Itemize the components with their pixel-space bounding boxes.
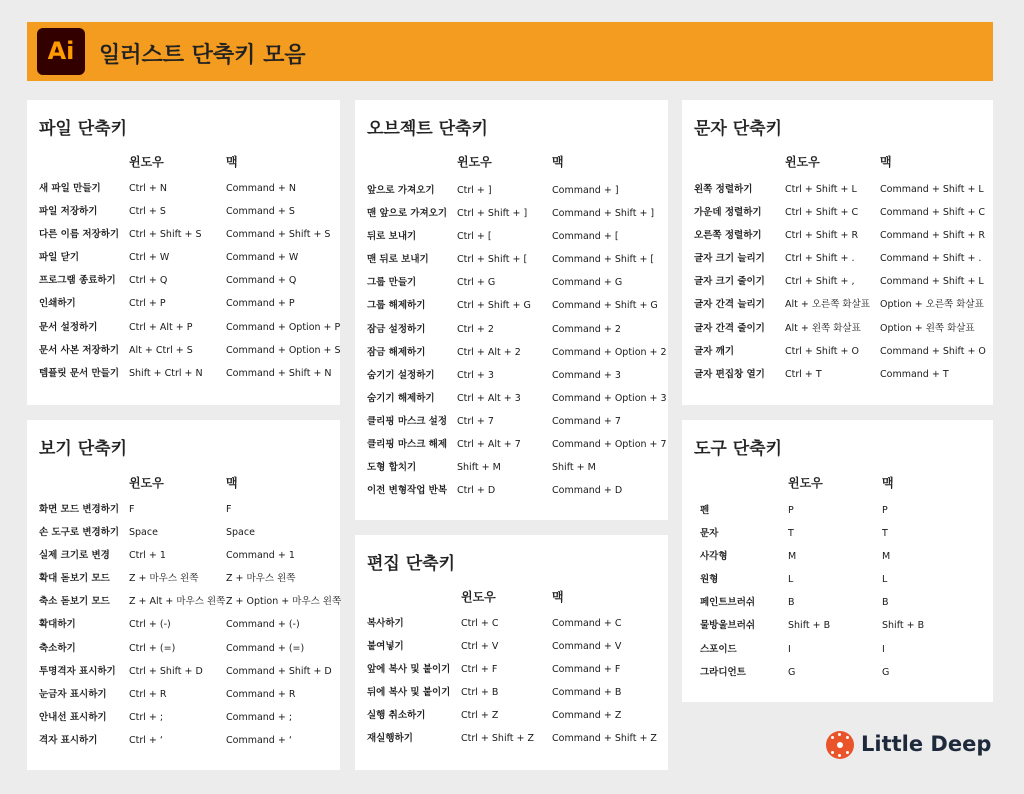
action-label: 축소 돋보기 모드 xyxy=(39,596,110,608)
shortcut-row xyxy=(682,178,993,201)
windows-shortcut: P xyxy=(788,505,794,516)
windows-shortcut: Ctrl + Shift + [ xyxy=(457,254,528,266)
action-label: 맨 앞으로 가져오기 xyxy=(367,208,448,220)
shortcut-row xyxy=(27,567,340,590)
action-label: 재실행하기 xyxy=(367,733,413,745)
action-label: 이전 변형작업 반복 xyxy=(367,485,448,497)
action-label: 축소하기 xyxy=(39,642,76,654)
action-label: 잠금 설정하기 xyxy=(367,323,426,335)
action-label: 잠금 해제하기 xyxy=(367,346,426,358)
mac-shortcut: Command + Z xyxy=(552,710,622,722)
windows-shortcut: Ctrl + ] xyxy=(457,185,492,196)
shortcut-row xyxy=(355,456,668,479)
windows-shortcut: Ctrl + Shift + ] xyxy=(457,208,528,220)
windows-shortcut: Ctrl + B xyxy=(461,687,499,699)
card-title: 오브젝트 단축키 xyxy=(367,119,488,139)
card-title: 편집 단축키 xyxy=(367,554,456,574)
action-label: 앞에 복사 및 붙이기 xyxy=(367,664,451,676)
shortcut-row xyxy=(27,362,340,385)
shortcut-row xyxy=(27,223,340,246)
mac-shortcut: Command + P xyxy=(226,298,295,310)
action-label: 투명격자 표시하기 xyxy=(39,665,116,677)
mac-shortcut: Option + 왼쪽 화살표 xyxy=(880,322,975,334)
shortcut-row xyxy=(355,364,668,387)
shortcut-row xyxy=(682,545,993,568)
windows-shortcut: Ctrl + Alt + 3 xyxy=(457,392,521,404)
action-label: 맨 뒤로 보내기 xyxy=(367,254,429,266)
windows-shortcut: Ctrl + [ xyxy=(457,231,492,243)
shortcut-row xyxy=(355,202,668,225)
mac-shortcut: Command + Option + S xyxy=(226,344,341,356)
shortcut-row xyxy=(355,727,668,750)
windows-shortcut: Ctrl + T xyxy=(785,368,822,380)
windows-shortcut: Ctrl + Shift + C xyxy=(785,207,859,219)
action-label: 화면 모드 변경하기 xyxy=(39,504,120,515)
shortcut-row xyxy=(27,590,340,613)
shortcut-row xyxy=(27,292,340,315)
mac-shortcut: Command + F xyxy=(552,664,621,676)
mac-shortcut: Command + (=) xyxy=(226,642,305,654)
shortcut-row xyxy=(682,247,993,270)
shortcut-row xyxy=(682,614,993,637)
action-label: 인쇄하기 xyxy=(39,298,76,310)
mac-shortcut: Command + Option + 2 xyxy=(552,346,667,358)
windows-shortcut: Ctrl + S xyxy=(129,206,166,218)
card-text xyxy=(682,100,993,405)
mac-shortcut: Shift + B xyxy=(882,620,925,632)
action-label: 다른 이름 저장하기 xyxy=(39,229,120,241)
action-label: 실제 크기로 변경 xyxy=(39,550,110,562)
shortcut-row xyxy=(682,499,993,522)
mac-shortcut: Command + 1 xyxy=(226,550,295,562)
shortcut-row xyxy=(27,339,340,362)
mac-shortcut: Command + Shift + O xyxy=(880,345,986,357)
shortcut-row xyxy=(27,246,340,269)
shortcut-row xyxy=(682,591,993,614)
shortcut-row xyxy=(682,522,993,545)
action-label: 문서 사본 저장하기 xyxy=(39,344,120,356)
mac-shortcut: Command + Shift + R xyxy=(880,230,986,242)
shortcut-row xyxy=(355,658,668,681)
shortcut-list xyxy=(355,612,668,751)
action-label: 뒤에 복사 및 붙이기 xyxy=(367,687,451,699)
mac-shortcut: Command + Shift + G xyxy=(552,300,658,312)
shortcut-list xyxy=(682,178,993,386)
windows-shortcut: Alt + Ctrl + S xyxy=(129,344,193,356)
shortcut-row xyxy=(355,271,668,294)
col-windows-header: 윈도우 xyxy=(457,155,492,169)
windows-shortcut: Shift + M xyxy=(457,462,501,474)
windows-shortcut: Shift + B xyxy=(788,620,831,632)
brand-name: Little Deep xyxy=(861,732,992,756)
card-title: 보기 단축키 xyxy=(39,439,128,459)
mac-shortcut: Command + Q xyxy=(226,275,297,287)
windows-shortcut: Ctrl + G xyxy=(457,277,496,289)
card-file xyxy=(27,100,340,405)
windows-shortcut: Ctrl + Z xyxy=(461,710,499,722)
card-object xyxy=(355,100,668,520)
windows-shortcut: I xyxy=(788,643,791,655)
shortcut-row xyxy=(27,269,340,292)
card-title: 도구 단축키 xyxy=(694,439,783,459)
windows-shortcut: Ctrl + Shift + Z xyxy=(461,733,535,745)
mac-shortcut: Command + T xyxy=(880,368,949,380)
action-label: 도형 합치기 xyxy=(367,462,417,474)
action-label: 파일 저장하기 xyxy=(39,206,98,218)
shortcut-row xyxy=(355,479,668,502)
action-label: 복사하기 xyxy=(367,618,404,629)
mac-shortcut: Shift + M xyxy=(552,462,596,474)
action-label: 왼쪽 정렬하기 xyxy=(694,184,753,195)
mac-shortcut: G xyxy=(882,666,890,678)
shortcut-row xyxy=(682,363,993,386)
shortcut-row xyxy=(27,660,340,683)
col-windows-header: 윈도우 xyxy=(461,590,496,604)
mac-shortcut: Command + W xyxy=(226,252,299,264)
action-label: 문자 xyxy=(700,528,719,540)
shortcut-row xyxy=(355,635,668,658)
shortcut-row xyxy=(355,681,668,704)
col-mac-header: 맥 xyxy=(882,476,894,490)
shortcut-row xyxy=(682,201,993,224)
mac-shortcut: Command + Option + 7 xyxy=(552,439,667,451)
mac-shortcut: Command + Option + 3 xyxy=(552,392,667,404)
col-mac-header: 맥 xyxy=(226,155,238,169)
windows-shortcut: Ctrl + 2 xyxy=(457,323,494,335)
mac-shortcut: Command + N xyxy=(226,183,296,194)
mac-shortcut: Command + Shift + L xyxy=(880,276,984,288)
mac-shortcut: Command + Shift + Z xyxy=(552,733,657,745)
windows-shortcut: Ctrl + C xyxy=(461,618,499,629)
windows-shortcut: Ctrl + R xyxy=(129,688,167,700)
windows-shortcut: Ctrl + Alt + P xyxy=(129,321,193,333)
windows-shortcut: Ctrl + W xyxy=(129,252,170,264)
card-title: 파일 단축키 xyxy=(39,119,128,139)
windows-shortcut: B xyxy=(788,597,795,609)
shortcut-row xyxy=(682,568,993,591)
shortcut-row xyxy=(355,294,668,317)
shortcut-row xyxy=(682,340,993,363)
col-mac-header: 맥 xyxy=(226,476,238,490)
action-label: 격자 표시하기 xyxy=(39,734,98,746)
shortcut-row xyxy=(355,318,668,341)
mac-shortcut: Command + B xyxy=(552,687,622,699)
action-label: 물방울브러쉬 xyxy=(700,620,756,632)
action-label: 글자 깨기 xyxy=(694,345,735,357)
windows-shortcut: Ctrl + (-) xyxy=(129,619,171,631)
shortcut-row xyxy=(27,683,340,706)
shortcut-row xyxy=(355,410,668,433)
action-label: 스포이드 xyxy=(700,643,737,655)
mac-shortcut: Command + V xyxy=(552,641,622,653)
windows-shortcut: F xyxy=(129,504,135,515)
mac-shortcut: F xyxy=(226,504,232,515)
mac-shortcut: Command + Shift + S xyxy=(226,229,331,241)
mac-shortcut: Command + 2 xyxy=(552,323,621,335)
mac-shortcut: B xyxy=(882,597,889,609)
windows-shortcut: Space xyxy=(129,527,158,539)
mac-shortcut: Command + Shift + C xyxy=(880,207,986,219)
shortcut-row xyxy=(682,270,993,293)
mac-shortcut: Option + 오른쪽 화살표 xyxy=(880,299,984,311)
windows-shortcut: Ctrl + F xyxy=(461,664,498,676)
action-label: 글자 크기 줄이기 xyxy=(694,276,765,288)
action-label: 새 파일 만들기 xyxy=(39,183,101,194)
windows-shortcut: Ctrl + ; xyxy=(129,711,164,723)
windows-shortcut: Alt + 왼쪽 화살표 xyxy=(785,322,861,334)
windows-shortcut: Ctrl + D xyxy=(457,485,496,497)
shortcut-row xyxy=(682,224,993,247)
col-mac-header: 맥 xyxy=(880,155,892,169)
action-label: 숨기기 해제하기 xyxy=(367,392,435,404)
windows-shortcut: Ctrl + Shift + O xyxy=(785,345,859,357)
action-label: 앞으로 가져오기 xyxy=(367,185,435,196)
mac-shortcut: P xyxy=(882,505,888,516)
action-label: 손 도구로 변경하기 xyxy=(39,527,120,539)
action-label: 페인트브러쉬 xyxy=(700,597,756,609)
card-title: 문자 단축키 xyxy=(694,119,783,139)
windows-shortcut: Z + Alt + 마우스 왼쪽 xyxy=(129,596,226,608)
shortcut-row xyxy=(355,704,668,727)
illustrator-logo: Ai xyxy=(37,28,85,75)
shortcut-list xyxy=(27,177,340,385)
brand-mark-icon xyxy=(826,731,854,759)
action-label: 확대하기 xyxy=(39,619,76,631)
windows-shortcut: Ctrl + (=) xyxy=(129,642,176,654)
card-view xyxy=(27,420,340,770)
page-title: 일러스트 단축키 모음 xyxy=(99,43,306,68)
action-label: 문서 설정하기 xyxy=(39,321,98,333)
windows-shortcut: Ctrl + Shift + . xyxy=(785,253,855,265)
shortcut-row xyxy=(355,612,668,635)
shortcut-row xyxy=(27,316,340,339)
col-windows-header: 윈도우 xyxy=(129,476,164,490)
shortcut-row xyxy=(355,248,668,271)
col-windows-header: 윈도우 xyxy=(788,476,823,490)
action-label: 펜 xyxy=(700,505,710,516)
mac-shortcut: Z + Option + 마우스 왼쪽 xyxy=(226,596,342,608)
shortcut-row xyxy=(355,179,668,202)
windows-shortcut: G xyxy=(788,666,796,678)
shortcut-row xyxy=(355,225,668,248)
action-label: 오른쪽 정렬하기 xyxy=(694,230,762,242)
action-label: 그라디언트 xyxy=(700,666,746,678)
mac-shortcut: Command + ‘ xyxy=(226,734,292,746)
mac-shortcut: T xyxy=(882,528,888,540)
action-label: 글자 간격 늘리기 xyxy=(694,299,765,311)
col-mac-header: 맥 xyxy=(552,590,564,604)
windows-shortcut: Z + 마우스 왼쪽 xyxy=(129,573,199,585)
shortcut-row xyxy=(682,317,993,340)
windows-shortcut: M xyxy=(788,551,797,563)
mac-shortcut: Command + Shift + N xyxy=(226,367,332,379)
mac-shortcut: Space xyxy=(226,527,255,539)
action-label: 글자 간격 줄이기 xyxy=(694,322,765,334)
action-label: 클리핑 마스크 해제 xyxy=(367,439,448,451)
action-label: 확대 돋보기 모드 xyxy=(39,573,110,585)
mac-shortcut: Command + ; xyxy=(226,711,293,723)
shortcut-row xyxy=(355,387,668,410)
shortcut-row xyxy=(27,544,340,567)
shortcut-list xyxy=(682,499,993,684)
windows-shortcut: Ctrl + Shift + D xyxy=(129,665,203,677)
action-label: 안내선 표시하기 xyxy=(39,711,107,723)
mac-shortcut: M xyxy=(882,551,891,563)
mac-shortcut: Command + Shift + D xyxy=(226,665,332,677)
windows-shortcut: Ctrl + Shift + R xyxy=(785,230,859,242)
windows-shortcut: Ctrl + 3 xyxy=(457,369,494,381)
action-label: 글자 편집창 열기 xyxy=(694,368,765,380)
shortcut-row xyxy=(27,729,340,752)
windows-shortcut: Ctrl + Shift + L xyxy=(785,184,857,195)
windows-shortcut: Ctrl + Alt + 2 xyxy=(457,346,521,358)
action-label: 붙여넣기 xyxy=(367,641,404,653)
shortcut-row xyxy=(27,637,340,660)
action-label: 글자 크기 늘리기 xyxy=(694,253,765,265)
mac-shortcut: Command + Shift + ] xyxy=(552,208,655,220)
mac-shortcut: Command + S xyxy=(226,206,295,218)
shortcut-row xyxy=(682,293,993,316)
col-windows-header: 윈도우 xyxy=(129,155,164,169)
shortcut-row xyxy=(355,341,668,364)
shortcut-row xyxy=(27,177,340,200)
windows-shortcut: Ctrl + ‘ xyxy=(129,734,163,746)
windows-shortcut: Ctrl + V xyxy=(461,641,499,653)
action-label: 그룹 만들기 xyxy=(367,277,417,289)
windows-shortcut: Ctrl + 7 xyxy=(457,415,494,427)
windows-shortcut: T xyxy=(788,528,794,540)
action-label: 그룹 해제하기 xyxy=(367,300,426,312)
mac-shortcut: Z + 마우스 왼쪽 xyxy=(226,573,296,585)
shortcut-row xyxy=(682,638,993,661)
action-label: 숨기기 설정하기 xyxy=(367,369,435,381)
mac-shortcut: Command + C xyxy=(552,618,622,629)
action-label: 클리핑 마스크 설정 xyxy=(367,415,448,427)
windows-shortcut: Ctrl + 1 xyxy=(129,550,166,562)
windows-shortcut: Ctrl + N xyxy=(129,183,168,194)
mac-shortcut: Command + D xyxy=(552,485,623,497)
action-label: 템플릿 문서 만들기 xyxy=(39,367,120,379)
shortcut-row xyxy=(27,521,340,544)
shortcut-list xyxy=(355,179,668,502)
mac-shortcut: Command + Shift + [ xyxy=(552,254,655,266)
action-label: 뒤로 보내기 xyxy=(367,231,417,243)
action-label: 가운데 정렬하기 xyxy=(694,207,762,219)
mac-shortcut: Command + ] xyxy=(552,185,619,196)
action-label: 실행 취소하기 xyxy=(367,710,426,722)
windows-shortcut: Ctrl + Alt + 7 xyxy=(457,439,521,451)
card-edit xyxy=(355,535,668,770)
mac-shortcut: Command + Option + P xyxy=(226,321,341,333)
mac-shortcut: L xyxy=(882,574,888,586)
mac-shortcut: Command + G xyxy=(552,277,623,289)
mac-shortcut: Command + R xyxy=(226,688,296,700)
shortcut-row xyxy=(27,706,340,729)
col-windows-header: 윈도우 xyxy=(785,155,820,169)
mac-shortcut: I xyxy=(882,643,885,655)
windows-shortcut: L xyxy=(788,574,794,586)
mac-shortcut: Command + Shift + L xyxy=(880,184,984,195)
windows-shortcut: Ctrl + Q xyxy=(129,275,168,287)
shortcut-row xyxy=(355,433,668,456)
shortcut-row xyxy=(682,661,993,684)
shortcut-list xyxy=(27,498,340,752)
windows-shortcut: Alt + 오른쪽 화살표 xyxy=(785,299,870,311)
mac-shortcut: Command + 3 xyxy=(552,369,621,381)
action-label: 파일 닫기 xyxy=(39,252,80,264)
shortcut-row xyxy=(27,613,340,636)
shortcut-row xyxy=(27,200,340,223)
action-label: 원형 xyxy=(700,574,719,586)
col-mac-header: 맥 xyxy=(552,155,564,169)
action-label: 눈금자 표시하기 xyxy=(39,688,107,700)
mac-shortcut: Command + 7 xyxy=(552,415,621,427)
windows-shortcut: Ctrl + Shift + , xyxy=(785,276,855,288)
windows-shortcut: Ctrl + Shift + S xyxy=(129,229,202,241)
action-label: 프로그램 종료하기 xyxy=(39,275,116,287)
mac-shortcut: Command + Shift + . xyxy=(880,253,982,265)
mac-shortcut: Command + (-) xyxy=(226,619,300,631)
windows-shortcut: Ctrl + Shift + G xyxy=(457,300,531,312)
card-tool xyxy=(682,420,993,702)
header-banner xyxy=(27,22,993,81)
action-label: 사각형 xyxy=(700,551,728,563)
windows-shortcut: Ctrl + P xyxy=(129,298,166,310)
windows-shortcut: Shift + Ctrl + N xyxy=(129,367,203,379)
shortcut-row xyxy=(27,498,340,521)
mac-shortcut: Command + [ xyxy=(552,231,619,243)
